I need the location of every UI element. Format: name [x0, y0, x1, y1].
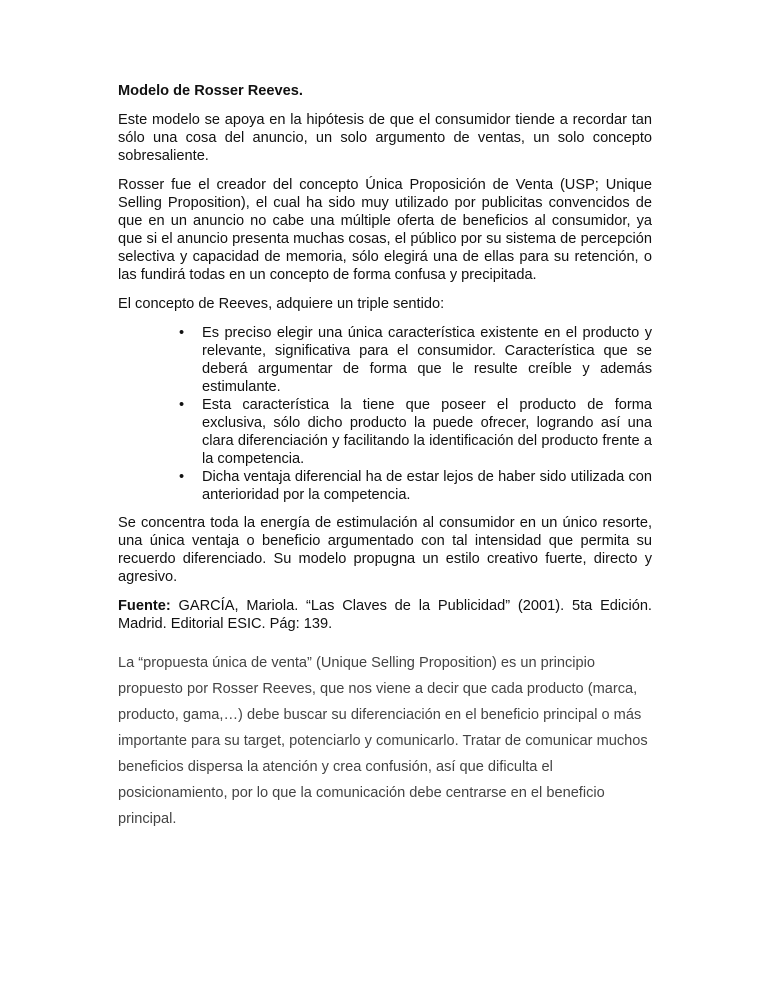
paragraph-triple-sense-intro: El concepto de Reeves, adquiere un triple sentido:	[118, 296, 445, 312]
document-page	[118, 82, 652, 832]
bullet-item	[179, 324, 652, 396]
paragraph-hypothesis: Este modelo se apoya en la hipótesis de que el consumidor tiende a recordar tan sólo una cosa del anuncio, un solo argumento de ventas, un solo concepto sobresaliente.	[118, 112, 652, 164]
document-title: Modelo de Rosser Reeves.	[118, 83, 303, 99]
bullet-item	[179, 468, 652, 504]
source-text: GARCÍA, Mariola. “Las Claves de la Publicidad” (2001). 5ta Edición. Madrid. Editorial ESIC. Pág: 139.	[118, 598, 652, 632]
bullet-icon: •	[179, 325, 185, 341]
paragraph-usp-definition: La “propuesta única de venta” (Unique Selling Proposition) es un principio propuesto por Rosser Reeves, que nos viene a decir que cada producto (marca, producto, gama,…) debe buscar su diferenciación en el beneficio principal o más importante para su target, potenciarlo y comunicarlo. Tratar de comunicar muchos beneficios dispersa la atención y crea confusión, así que dificulta el posicionamiento, por lo que la comunicación debe centrarse en el beneficio principal.	[118, 655, 648, 827]
bullet-item	[179, 396, 652, 468]
source-label: Fuente:	[118, 598, 171, 614]
bullet-text: Dicha ventaja diferencial ha de estar lejos de haber sido utilizada con anterioridad por la competencia.	[202, 469, 652, 503]
bullet-icon: •	[179, 469, 185, 485]
paragraph-closing: Se concentra toda la energía de estimulación al consumidor en un único resorte, una única ventaja o beneficio argumentado con tal intensidad que permita su recuerdo diferenciado. Su modelo propugna un estilo creativo fuerte, directo y agresivo.	[118, 515, 652, 585]
source-citation	[118, 597, 652, 633]
bullet-icon: •	[179, 397, 185, 413]
bullet-text: Esta característica la tiene que poseer el producto de forma exclusiva, sólo dicho producto la puede ofrecer, logrando así una clara diferenciación y facilitando la identificación del producto frente a la competencia.	[202, 397, 652, 467]
bullet-text: Es preciso elegir una única característica existente en el producto y relevante, significativa para el consumidor. Característica que se deberá argumentar de forma que le resulte creíble y además estimulante.	[202, 325, 652, 395]
paragraph-usp-origin: Rosser fue el creador del concepto Única Proposición de Venta (USP; Unique Selling Proposition), el cual ha sido muy utilizado por publicitas convencidos de que en un anuncio no cabe una múltiple oferta de beneficios al consumidor, ya que si el anuncio presenta muchas cosas, el público por su sistema de percepción selectiva y capacidad de memoria, sólo elegirá una de ellas para su retención, o las fundirá todas en un concepto de forma confusa y precipitada.	[118, 177, 652, 283]
bullet-list	[118, 324, 652, 504]
